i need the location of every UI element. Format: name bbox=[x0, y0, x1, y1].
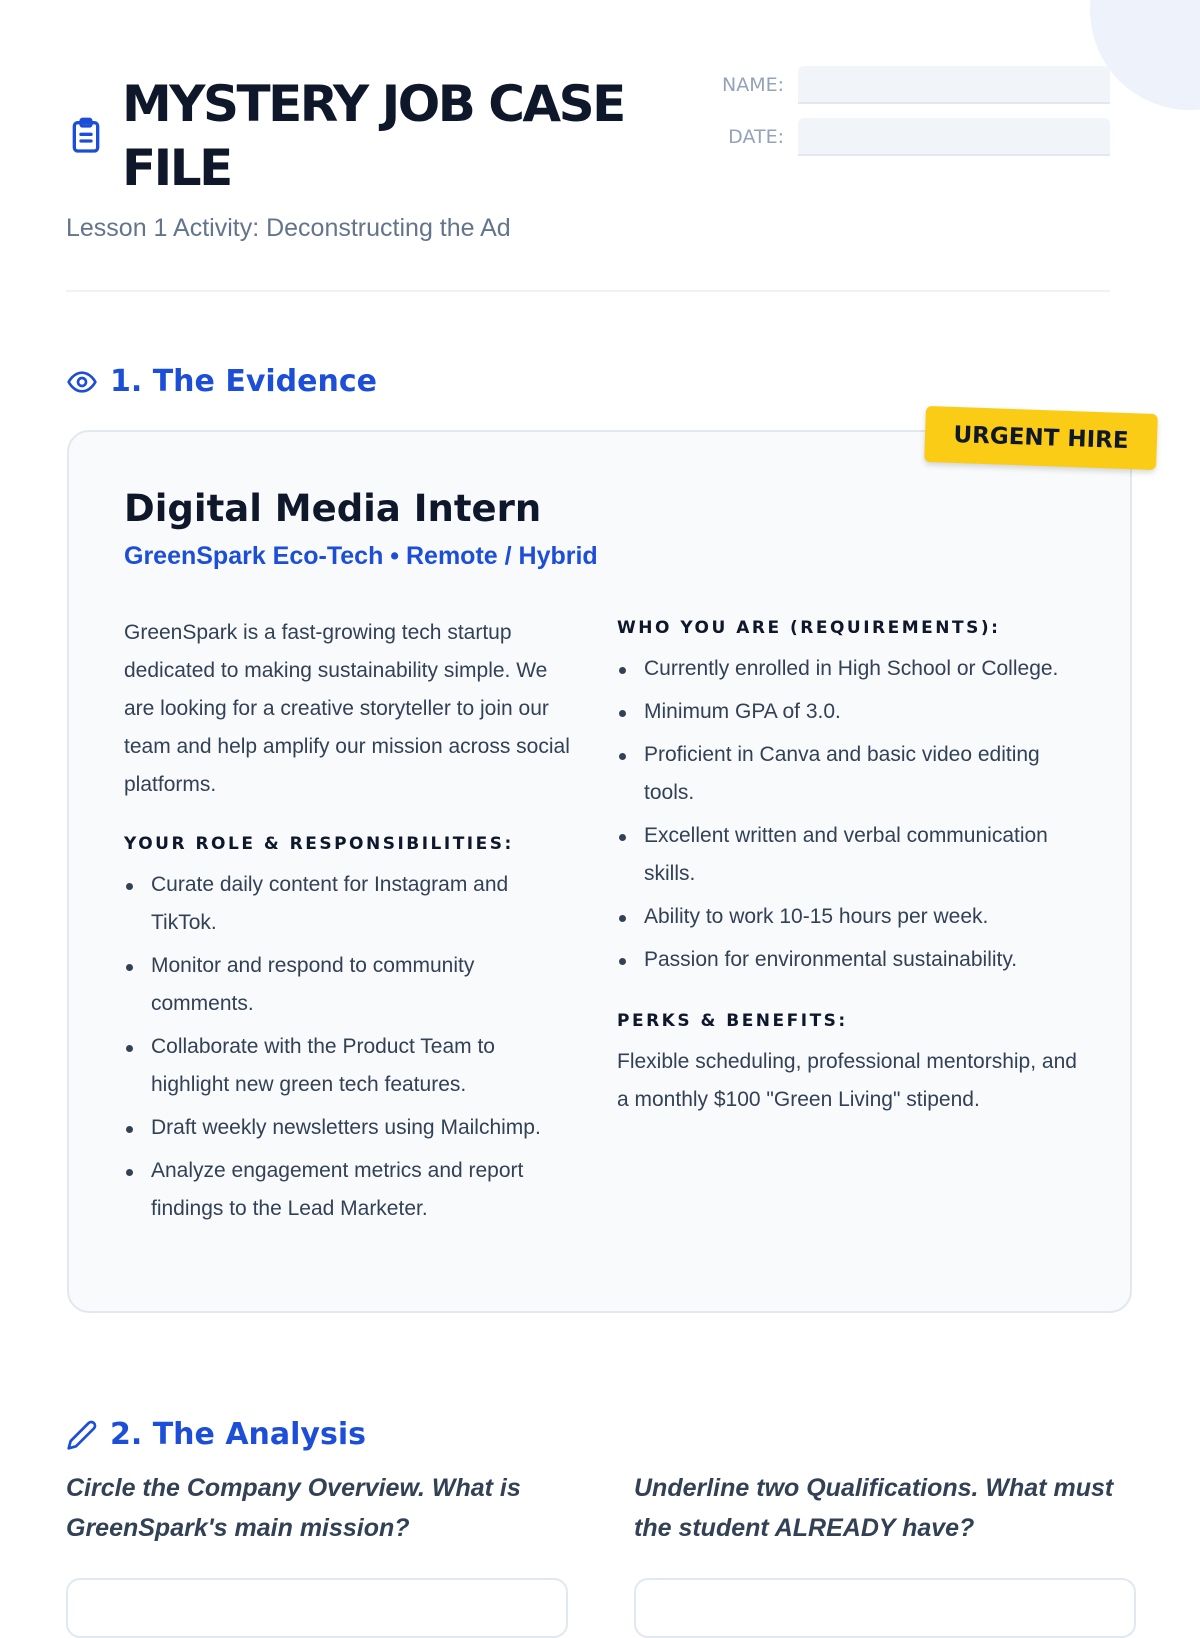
list-item: Draft weekly newsletters using Mailchimp. bbox=[124, 1109, 574, 1147]
company-overview: GreenSpark is a fast-growing tech startup dedicated to making sustainability simple. We are looking for a creative storyteller to join our team and help amplify our mission across social platforms. bbox=[124, 621, 570, 796]
perks-heading: PERKS & BENEFITS: bbox=[617, 1011, 848, 1031]
date-field-row bbox=[704, 118, 1110, 156]
name-field[interactable] bbox=[798, 66, 1110, 104]
clipboard-icon bbox=[66, 116, 106, 156]
name-field-row bbox=[704, 66, 1110, 104]
requirements-list bbox=[617, 650, 1077, 979]
list-item: Excellent written and verbal communication skills. bbox=[617, 817, 1077, 893]
list-item: Currently enrolled in High School or College. bbox=[617, 650, 1077, 688]
section-evidence-heading bbox=[66, 364, 377, 399]
job-ad-card bbox=[67, 430, 1132, 1313]
list-item: Monitor and respond to community comments. bbox=[124, 947, 574, 1023]
section-evidence-title: 1. The Evidence bbox=[110, 364, 377, 399]
title-row bbox=[66, 72, 722, 200]
urgent-hire-tag: URGENT HIRE bbox=[924, 406, 1158, 470]
date-field[interactable] bbox=[798, 118, 1110, 156]
section-analysis-heading bbox=[66, 1417, 366, 1452]
job-title: Digital Media Intern bbox=[124, 487, 542, 530]
requirements-heading: WHO YOU ARE (REQUIREMENTS): bbox=[617, 618, 1001, 638]
company-location: GreenSpark Eco-Tech • Remote / Hybrid bbox=[124, 542, 598, 570]
answer-box-mission[interactable] bbox=[66, 1578, 568, 1638]
worksheet-header bbox=[66, 66, 1110, 296]
question-mission: Circle the Company Overview. What is GreenSpark's main mission? bbox=[66, 1474, 521, 1542]
list-item: Passion for environmental sustainability. bbox=[617, 941, 1077, 979]
page-title: MYSTERY JOB CASE FILE bbox=[122, 75, 624, 197]
list-item: Curate daily content for Instagram and TikTok. bbox=[124, 866, 574, 942]
perks-text: Flexible scheduling, professional mentorship, and a monthly $100 "Green Living" stipend. bbox=[617, 1050, 1077, 1111]
eye-icon bbox=[66, 366, 98, 398]
list-item: Proficient in Canva and basic video editing tools. bbox=[617, 736, 1077, 812]
responsibilities-list bbox=[124, 866, 574, 1228]
header-divider bbox=[66, 290, 1110, 292]
page-subtitle: Lesson 1 Activity: Deconstructing the Ad bbox=[66, 214, 511, 242]
list-item: Minimum GPA of 3.0. bbox=[617, 693, 1077, 731]
answer-box-qualifications[interactable] bbox=[634, 1578, 1136, 1638]
list-item: Ability to work 10-15 hours per week. bbox=[617, 898, 1077, 936]
pencil-icon bbox=[66, 1419, 98, 1451]
date-label: DATE: bbox=[728, 126, 784, 148]
ad-right-column bbox=[617, 614, 1077, 1119]
list-item: Analyze engagement metrics and report findings to the Lead Marketer. bbox=[124, 1152, 574, 1228]
name-label: NAME: bbox=[721, 74, 784, 96]
responsibilities-heading: YOUR ROLE & RESPONSIBILITIES: bbox=[124, 834, 514, 854]
ad-left-column bbox=[124, 614, 574, 1233]
section-analysis-title: 2. The Analysis bbox=[110, 1417, 366, 1452]
question-qualifications: Underline two Qualifications. What must the student ALREADY have? bbox=[634, 1474, 1114, 1542]
list-item: Collaborate with the Product Team to highlight new green tech features. bbox=[124, 1028, 574, 1104]
